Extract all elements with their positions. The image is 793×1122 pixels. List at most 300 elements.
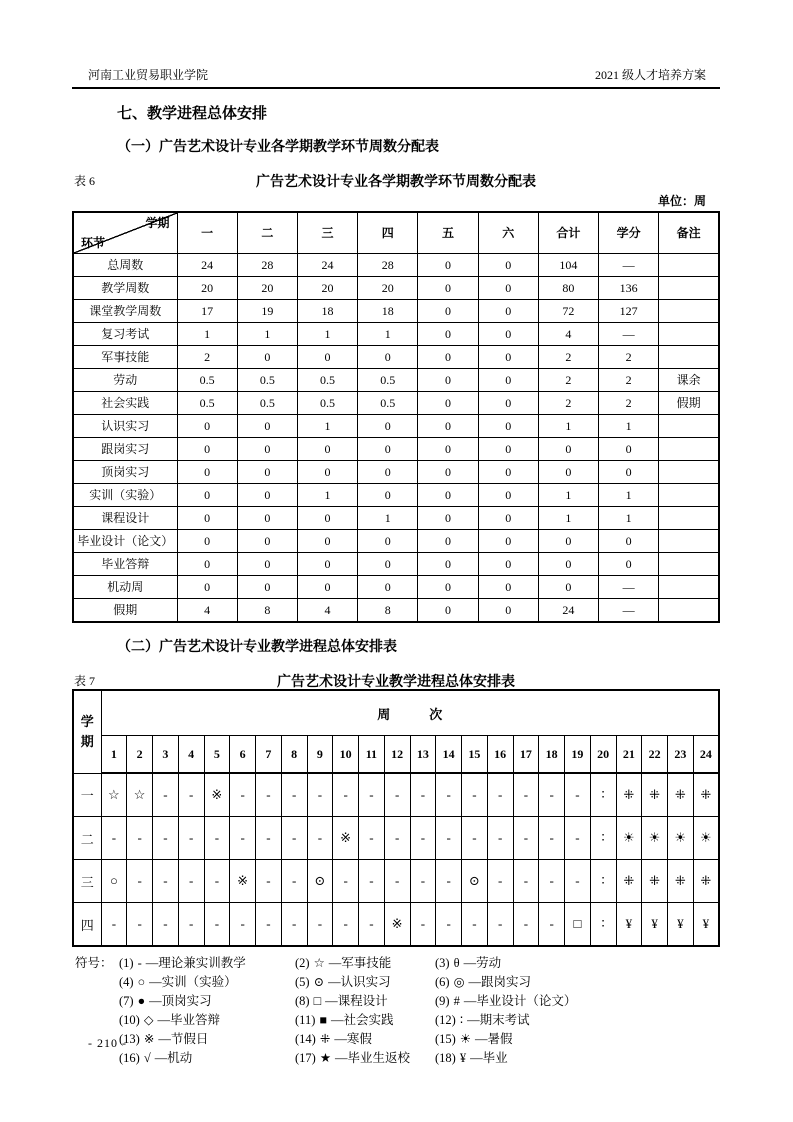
table-cell: 1 [358,507,418,530]
table-cell: 0 [418,415,478,438]
weeks-allocation-table [72,211,720,623]
table6-col-header: 三 [297,212,357,254]
schedule-cell: - [565,817,591,860]
row-name: 顶岗实习 [73,461,177,484]
schedule-cell: - [539,817,565,860]
legend-row [75,1049,720,1068]
schedule-cell: - [153,860,179,903]
table-cell: 0 [297,530,357,553]
table-cell: 20 [237,277,297,300]
table-cell: 0 [478,438,538,461]
table-cell [659,323,719,346]
week-number: 24 [693,736,719,774]
legend-symbol-icon: - [137,956,142,970]
table-cell: 0 [237,553,297,576]
schedule-cell: ※ [333,817,359,860]
schedule-cell: ∶ [590,903,616,947]
table-row [73,599,719,623]
week-number: 10 [333,736,359,774]
week-number: 13 [410,736,436,774]
table-cell: 24 [177,254,237,277]
table-row [73,323,719,346]
legend-symbol-icon: ⁜ [319,1032,331,1046]
schedule-cell: - [487,860,513,903]
table-cell: 0 [358,530,418,553]
schedule-cell: - [436,817,462,860]
table-cell: 0 [538,438,598,461]
table-cell: 0 [237,576,297,599]
table-cell: 0 [358,346,418,369]
legend-item-desc: —机动 [154,1051,193,1065]
table-cell: 0 [177,438,237,461]
header-document-title: 2021 级人才培养方案 [594,68,706,82]
legend-item-number: (17) [295,1051,316,1065]
legend-row [75,954,720,973]
table-cell: 0 [418,254,478,277]
table-cell: 0 [478,507,538,530]
legend-item [435,992,576,1011]
week-number: 6 [230,736,256,774]
legend-symbol-icon: √ [143,1051,151,1065]
legend-item-number: (13) [119,1032,140,1046]
table-cell: 2 [599,392,659,415]
legend-item-desc: —暑假 [475,1032,513,1046]
schedule-cell: ⊙ [462,860,488,903]
legend-item-desc: —毕业设计（论文） [463,994,577,1008]
table-cell: 0 [297,461,357,484]
table-cell [659,461,719,484]
table-cell: 18 [297,300,357,323]
schedule-cell: ☀ [642,817,668,860]
corner-label: 学期 [80,714,94,749]
schedule-cell: - [333,773,359,817]
week-number: 19 [565,736,591,774]
schedule-cell: ¥ [693,903,719,947]
legend-item-desc: —跟岗实习 [468,975,532,989]
table-cell: 0 [478,346,538,369]
table-cell: 0 [418,277,478,300]
table-cell [659,415,719,438]
week-number: 22 [642,736,668,774]
table-cell: 8 [237,599,297,623]
table-row [73,484,719,507]
table-cell: 1 [237,323,297,346]
schedule-cell: - [565,860,591,903]
table-row [73,415,719,438]
legend-item-number: (16) [119,1051,140,1065]
legend-item-number: (4) [119,975,134,989]
table-cell: 0 [177,530,237,553]
table6-col-header: 五 [418,212,478,254]
week-number: 9 [307,736,333,774]
table-cell: 0 [418,599,478,623]
schedule-cell: ∶ [590,860,616,903]
legend-item-desc: —实训（实验） [149,975,237,989]
table-cell [659,576,719,599]
schedule-cell: ⁜ [693,860,719,903]
legend-item-desc: —毕业答辩 [157,1013,220,1027]
schedule-cell: - [333,903,359,947]
table-row [73,507,719,530]
table-cell: 课余 [659,369,719,392]
week-number: 23 [668,736,694,774]
legend-item [435,973,531,992]
legend-label [75,1049,119,1068]
table-cell [659,438,719,461]
row-name: 机动周 [73,576,177,599]
table-cell: 0 [237,484,297,507]
legend-item-number: (12) [435,1013,456,1027]
table-cell: — [599,323,659,346]
corner-label-item: 环节 [81,236,106,250]
legend-symbol-icon: ● [137,994,146,1008]
schedule-cell: - [281,860,307,903]
legend-item [119,954,295,973]
table-cell [659,530,719,553]
schedule-cell: - [178,817,204,860]
legend-item-number: (8) [295,994,310,1008]
table-cell: 0 [478,484,538,507]
schedule-cell: - [307,817,333,860]
schedule-cell: - [153,773,179,817]
table-cell: 0 [418,484,478,507]
legend-symbol-icon: θ [453,956,460,970]
table-cell: 0 [237,530,297,553]
table7-header-row [73,690,719,736]
schedule-cell: - [307,773,333,817]
schedule-cell: - [513,773,539,817]
table-cell: 0 [538,530,598,553]
table-cell: 2 [599,369,659,392]
legend-item [435,1049,508,1068]
row-name: 军事技能 [73,346,177,369]
table-cell: 0.5 [297,392,357,415]
table-cell: 0 [478,576,538,599]
legend-item [295,1049,435,1068]
week-number: 20 [590,736,616,774]
table-cell: 4 [297,599,357,623]
table-cell: 4 [538,323,598,346]
table-cell: 0 [358,553,418,576]
row-name: 教学周数 [73,277,177,300]
row-name: 认识实习 [73,415,177,438]
table-cell: 2 [538,392,598,415]
table-cell: 2 [599,346,659,369]
table-cell: 0 [538,576,598,599]
row-name: 毕业答辩 [73,553,177,576]
table-cell: 0 [599,461,659,484]
legend-item [435,1030,513,1049]
table-cell: 4 [177,599,237,623]
schedule-cell: - [153,903,179,947]
table-cell: 104 [538,254,598,277]
table7-caption [72,671,720,689]
table-cell: 0 [478,530,538,553]
legend-item-desc: —顶岗实习 [149,994,212,1008]
schedule-cell: - [281,817,307,860]
table6-header-row [73,212,719,254]
table6-label: 表 6 [74,174,96,188]
legend-item [119,992,295,1011]
subsection-heading-2: （二）广告艺术设计专业教学进程总体安排表 [117,640,397,655]
schedule-cell: ¥ [642,903,668,947]
week-number: 2 [127,736,153,774]
legend-item-number: (9) [435,994,450,1008]
schedule-cell: - [281,773,307,817]
week-header: 周 次 [101,690,719,736]
row-name: 假期 [73,599,177,623]
legend-label [75,992,119,1011]
legend-item [119,1049,295,1068]
table-cell: 0 [418,346,478,369]
schedule-cell: ⁜ [668,860,694,903]
table-cell: 0.5 [237,392,297,415]
table-cell: 0 [478,369,538,392]
table-cell: 0 [297,553,357,576]
schedule-cell: ○ [101,860,127,903]
table-row [73,817,719,860]
week-number: 4 [178,736,204,774]
table-cell: 0 [237,438,297,461]
table-cell [659,553,719,576]
header-school-name: 河南工业贸易职业学院 [88,68,209,82]
table6-col-header: 合计 [538,212,598,254]
schedule-cell: - [127,903,153,947]
table-cell [659,346,719,369]
legend-row [75,992,720,1011]
table-cell: 0 [297,507,357,530]
legend-label [75,973,119,992]
week-number: 8 [281,736,307,774]
schedule-cell: ⊙ [307,860,333,903]
schedule-cell: - [410,903,436,947]
schedule-cell: ☀ [616,817,642,860]
table-row [73,553,719,576]
legend-item-number: (5) [295,975,310,989]
subsection-heading-1: （一）广告艺术设计专业各学期教学环节周数分配表 [117,140,439,155]
table-cell: 28 [358,254,418,277]
schedule-cell: - [513,817,539,860]
table6-corner-cell [73,212,177,254]
table-cell: 0.5 [297,369,357,392]
table-cell: 0 [418,461,478,484]
table-cell: — [599,599,659,623]
table-cell: 0 [177,484,237,507]
table-cell: 0 [599,438,659,461]
schedule-cell: - [256,903,282,947]
schedule-cell: - [462,817,488,860]
legend-item-number: (6) [435,975,450,989]
legend-symbol-icon: ☀ [459,1032,472,1046]
table-cell: 72 [538,300,598,323]
table-cell [659,300,719,323]
schedule-cell: - [410,817,436,860]
table7-corner-cell [73,690,101,773]
schedule-cell: - [127,860,153,903]
legend-label: 符号： [75,956,113,970]
schedule-cell: ¥ [616,903,642,947]
table-cell [659,507,719,530]
schedule-cell: - [462,773,488,817]
schedule-cell: - [436,773,462,817]
table-cell: 80 [538,277,598,300]
table6-unit-note: 单位：周 [657,194,706,208]
week-number: 18 [539,736,565,774]
schedule-cell: - [410,773,436,817]
schedule-cell: - [230,773,256,817]
week-number: 11 [359,736,385,774]
schedule-cell: - [256,860,282,903]
schedule-cell: ☆ [127,773,153,817]
table-cell: 0.5 [177,369,237,392]
table-row [73,277,719,300]
schedule-cell: - [204,860,230,903]
table-cell: 0 [478,415,538,438]
table-row [73,903,719,947]
schedule-cell: - [359,817,385,860]
legend-symbol-icon: # [453,994,460,1008]
legend-row [75,1030,720,1049]
legend-symbol-icon: ⊙ [313,975,325,989]
schedule-cell: ※ [384,903,410,947]
table-cell: 20 [177,277,237,300]
legend-item-desc: —军事技能 [328,956,392,970]
schedule-cell: - [513,903,539,947]
table-row [73,369,719,392]
table-cell: 0 [237,415,297,438]
schedule-cell: - [178,860,204,903]
schedule-cell: - [333,860,359,903]
table-cell: 0 [177,553,237,576]
legend-item-number: (2) [295,956,310,970]
row-name: 实训（实验） [73,484,177,507]
schedule-cell: ∶ [590,817,616,860]
table-cell: 1 [358,323,418,346]
table-cell: 0 [297,438,357,461]
table-cell [659,277,719,300]
table-cell: 1 [297,484,357,507]
legend-symbol-icon: ∶ [459,1013,464,1027]
table-cell: — [599,576,659,599]
schedule-cell: - [539,903,565,947]
schedule-cell: - [436,860,462,903]
schedule-cell: - [127,817,153,860]
table-cell: 136 [599,277,659,300]
schedule-cell: - [487,903,513,947]
legend-item [119,1030,295,1049]
page-number: - 210 - [88,1036,127,1050]
table-cell: 127 [599,300,659,323]
table-cell: 1 [177,323,237,346]
week-number: 3 [153,736,179,774]
table-cell: 0 [177,461,237,484]
legend-symbol-icon: □ [313,994,322,1008]
table7-title: 广告艺术设计专业教学进程总体安排表 [277,675,515,690]
table-row [73,773,719,817]
schedule-cell: - [101,903,127,947]
table-row [73,254,719,277]
legend-item-number: (3) [435,956,450,970]
legend-symbol-icon: ※ [143,1032,155,1046]
legend-item-number: (11) [295,1013,316,1027]
table6-caption [72,171,720,189]
schedule-cell: - [384,773,410,817]
row-name: 课程设计 [73,507,177,530]
running-header [72,66,720,89]
table-cell: 0 [418,392,478,415]
table-cell: 0 [478,323,538,346]
schedule-cell: - [384,817,410,860]
schedule-cell: ⁜ [642,773,668,817]
table7-label: 表 7 [74,674,96,688]
table-cell: 0.5 [237,369,297,392]
legend-item-number: (10) [119,1013,140,1027]
legend-item-desc: —劳动 [463,956,502,970]
legend-item-number: (14) [295,1032,316,1046]
table-cell: 0 [418,438,478,461]
table-cell: 0.5 [177,392,237,415]
legend-item-desc: —课程设计 [325,994,388,1008]
table-cell: 0.5 [358,392,418,415]
schedule-cell: - [462,903,488,947]
schedule-cell: - [359,903,385,947]
table-cell: 0 [478,461,538,484]
table-cell: 1 [599,415,659,438]
table-cell: 0 [599,553,659,576]
table-cell: 0 [478,599,538,623]
table6-col-header: 一 [177,212,237,254]
schedule-cell: ☀ [668,817,694,860]
schedule-cell: ☀ [693,817,719,860]
table-cell: 2 [177,346,237,369]
table-cell: 0 [358,576,418,599]
section-heading: 七、教学进程总体安排 [117,106,268,122]
schedule-cell: - [436,903,462,947]
legend-item [435,954,501,973]
table-cell: 0 [297,576,357,599]
legend-item-number: (1) [119,956,134,970]
table-cell: 0 [237,461,297,484]
table-cell: 1 [599,484,659,507]
table-cell: 0.5 [358,369,418,392]
legend-row [75,973,720,992]
table-cell: 0 [478,254,538,277]
week-number: 15 [462,736,488,774]
table-cell: 0 [418,369,478,392]
table-cell: 17 [177,300,237,323]
legend-symbol-icon: ◇ [143,1013,154,1027]
legend-symbol-icon: ◎ [453,975,465,989]
legend-item [295,954,435,973]
schedule-cell: - [565,773,591,817]
table-cell: 0 [358,438,418,461]
table-cell: 20 [358,277,418,300]
table-cell: 0 [478,277,538,300]
schedule-cell: - [410,860,436,903]
legend-label [75,1011,119,1030]
schedule-cell: ⁜ [616,860,642,903]
legend-item [295,1011,435,1030]
table-cell: 0 [358,461,418,484]
table6-col-header: 二 [237,212,297,254]
row-name: 总周数 [73,254,177,277]
schedule-cell: - [539,860,565,903]
schedule-cell: - [204,817,230,860]
page-content [72,66,720,1068]
row-name: 毕业设计（论文） [73,530,177,553]
schedule-table [72,689,720,947]
schedule-cell: - [359,773,385,817]
